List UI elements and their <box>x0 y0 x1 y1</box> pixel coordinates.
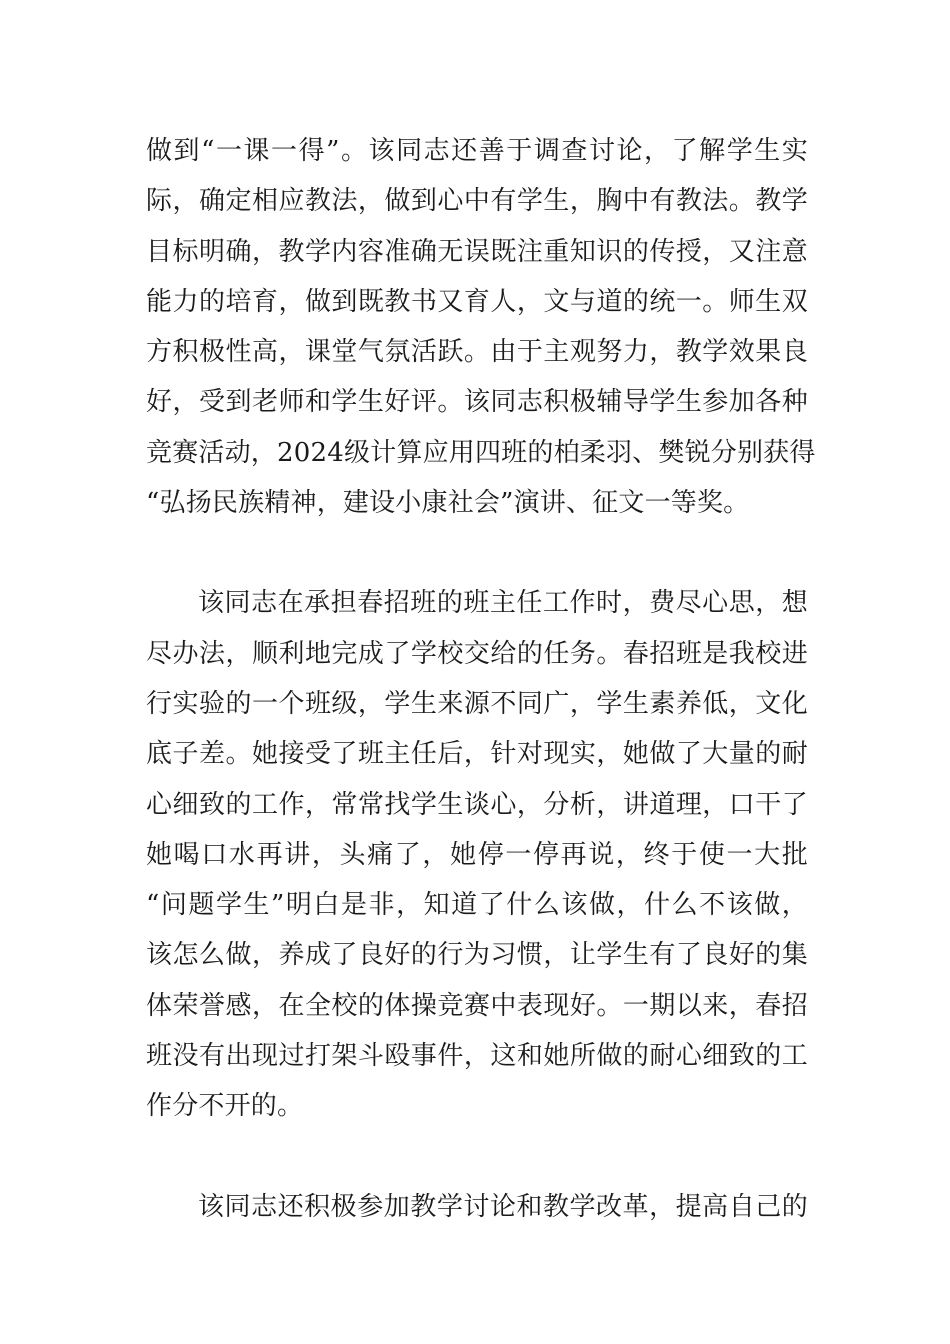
text-line: 好，受到老师和学生好评。该同志积极辅导学生参加各种 <box>146 387 808 418</box>
paragraph-2 <box>146 578 808 1131</box>
text-line: 竞赛活动，2024级计算应用四班的柏柔羽、樊锐分别获得 <box>146 437 816 468</box>
paragraph-gap <box>146 528 808 578</box>
text-line: 做到“一课一得”。该同志还善于调查讨论，了解学生实 <box>146 136 808 166</box>
text-line: “问题学生”明白是非，知道了什么该做，什么不该做， <box>146 890 808 921</box>
text-line: 该同志在承担春招班的班主任工作时，费尽心思，想 <box>198 588 808 619</box>
document-page <box>146 126 816 1232</box>
text-line: 该怎么做，养成了良好的行为习惯，让学生有了良好的集 <box>146 940 808 971</box>
text-line: 她喝口水再讲，头痛了，她停一停再说，终于使一大批 <box>146 839 808 870</box>
text-line: 作分不开的。 <box>146 1091 304 1122</box>
paragraph-3 <box>146 1182 808 1232</box>
text-line: 能力的培育，做到既教书又育人，文与道的统一。师生双 <box>146 286 808 317</box>
paragraph-gap <box>146 1132 808 1182</box>
paragraph-1 <box>146 126 816 528</box>
text-line: 方积极性高，课堂气氛活跃。由于主观努力，教学效果良 <box>146 337 808 368</box>
text-line: 尽办法，顺利地完成了学校交给的任务。春招班是我校进 <box>146 638 808 669</box>
text-line: 际，确定相应教法，做到心中有学生，胸中有教法。教学 <box>146 186 808 217</box>
text-line: 行实验的一个班级，学生来源不同广，学生素养低，文化 <box>146 688 808 719</box>
text-line: 底子差。她接受了班主任后，针对现实，她做了大量的耐 <box>146 739 808 770</box>
text-line: 班没有出现过打架斗殴事件，这和她所做的耐心细致的工 <box>146 1041 808 1072</box>
text-line: 体荣誉感，在全校的体操竞赛中表现好。一期以来，春招 <box>146 990 808 1021</box>
text-line: 该同志还积极参加教学讨论和教学改革，提高自己的 <box>198 1191 808 1222</box>
text-line: 心细致的工作，常常找学生谈心，分析，讲道理，口干了 <box>146 789 808 820</box>
text-line: 目标明确，教学内容准确无误既注重知识的传授，又注意 <box>146 236 808 267</box>
text-line: “弘扬民族精神，建设小康社会”演讲、征文一等奖。 <box>146 488 750 519</box>
